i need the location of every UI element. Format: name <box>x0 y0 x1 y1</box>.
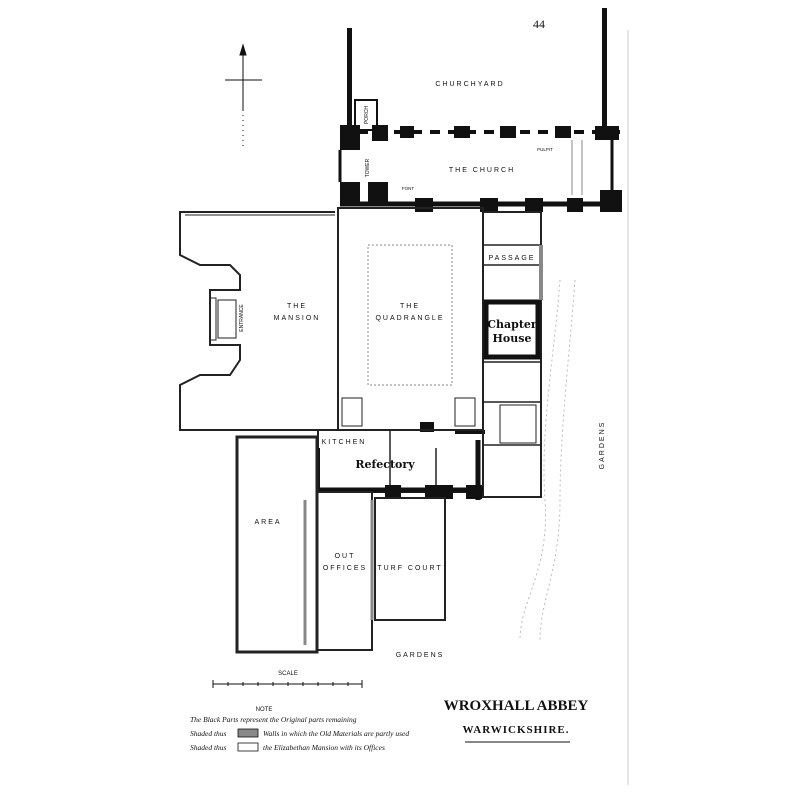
chapter-house-label-line2: House <box>492 332 532 345</box>
page-number: 44 <box>533 17 545 31</box>
turf-court <box>375 498 445 620</box>
churchyard-label: CHURCHYARD <box>435 81 505 88</box>
gardens-label-right: GARDENS <box>599 420 606 470</box>
chapter-house-label-line1: Chapter <box>487 318 537 331</box>
quadrangle-label-line2: QUADRANGLE <box>375 315 445 322</box>
note-line3-prefix: Shaded thus <box>190 743 227 752</box>
font-label: FONT <box>401 186 415 191</box>
out-offices-label-line1: OUT <box>334 553 356 560</box>
passage-label: PASSAGE <box>488 255 536 262</box>
scale-label: SCALE <box>278 671 298 677</box>
porch-label: PORCH <box>364 105 370 125</box>
compass-cross-icon <box>225 45 262 110</box>
church-label: THE CHURCH <box>448 167 516 174</box>
title-line1: WROXHALL ABBEY <box>443 698 589 714</box>
tower-label: TOWER <box>365 158 371 178</box>
gardens-label-bottom: GARDENS <box>395 652 445 659</box>
kitchen-label: KITCHEN <box>321 439 367 446</box>
scale-bar <box>213 680 362 688</box>
note-line2-prefix: Shaded thus <box>190 729 227 738</box>
church <box>340 8 622 212</box>
mansion-label-line2: MANSION <box>273 315 321 322</box>
mansion-label-line1: THE <box>287 303 307 310</box>
quadrangle-label-line1: THE <box>400 303 420 310</box>
out-offices-label-line2: OFFICES <box>322 565 368 572</box>
note-line1: The Black Parts represent the Original parts remaining <box>190 715 357 724</box>
entrance-label: ENTRANCE <box>239 304 245 332</box>
legend-swatch-old-materials <box>238 729 258 737</box>
title-line2: WARWICKSHIRE. <box>462 724 570 736</box>
area-label: AREA <box>254 519 282 526</box>
note-heading: NOTE <box>255 707 273 713</box>
note-line3-text: the Elizabethan Mansion with its Offices <box>263 743 385 752</box>
turf-court-label: TURF COURT <box>377 565 443 572</box>
pulpit-label: PULPIT <box>537 147 553 152</box>
note-line2-text: Walls in which the Old Materials are partly used <box>263 729 410 738</box>
refectory-label: Refectory <box>355 458 415 471</box>
legend-swatch-mansion <box>238 743 258 751</box>
